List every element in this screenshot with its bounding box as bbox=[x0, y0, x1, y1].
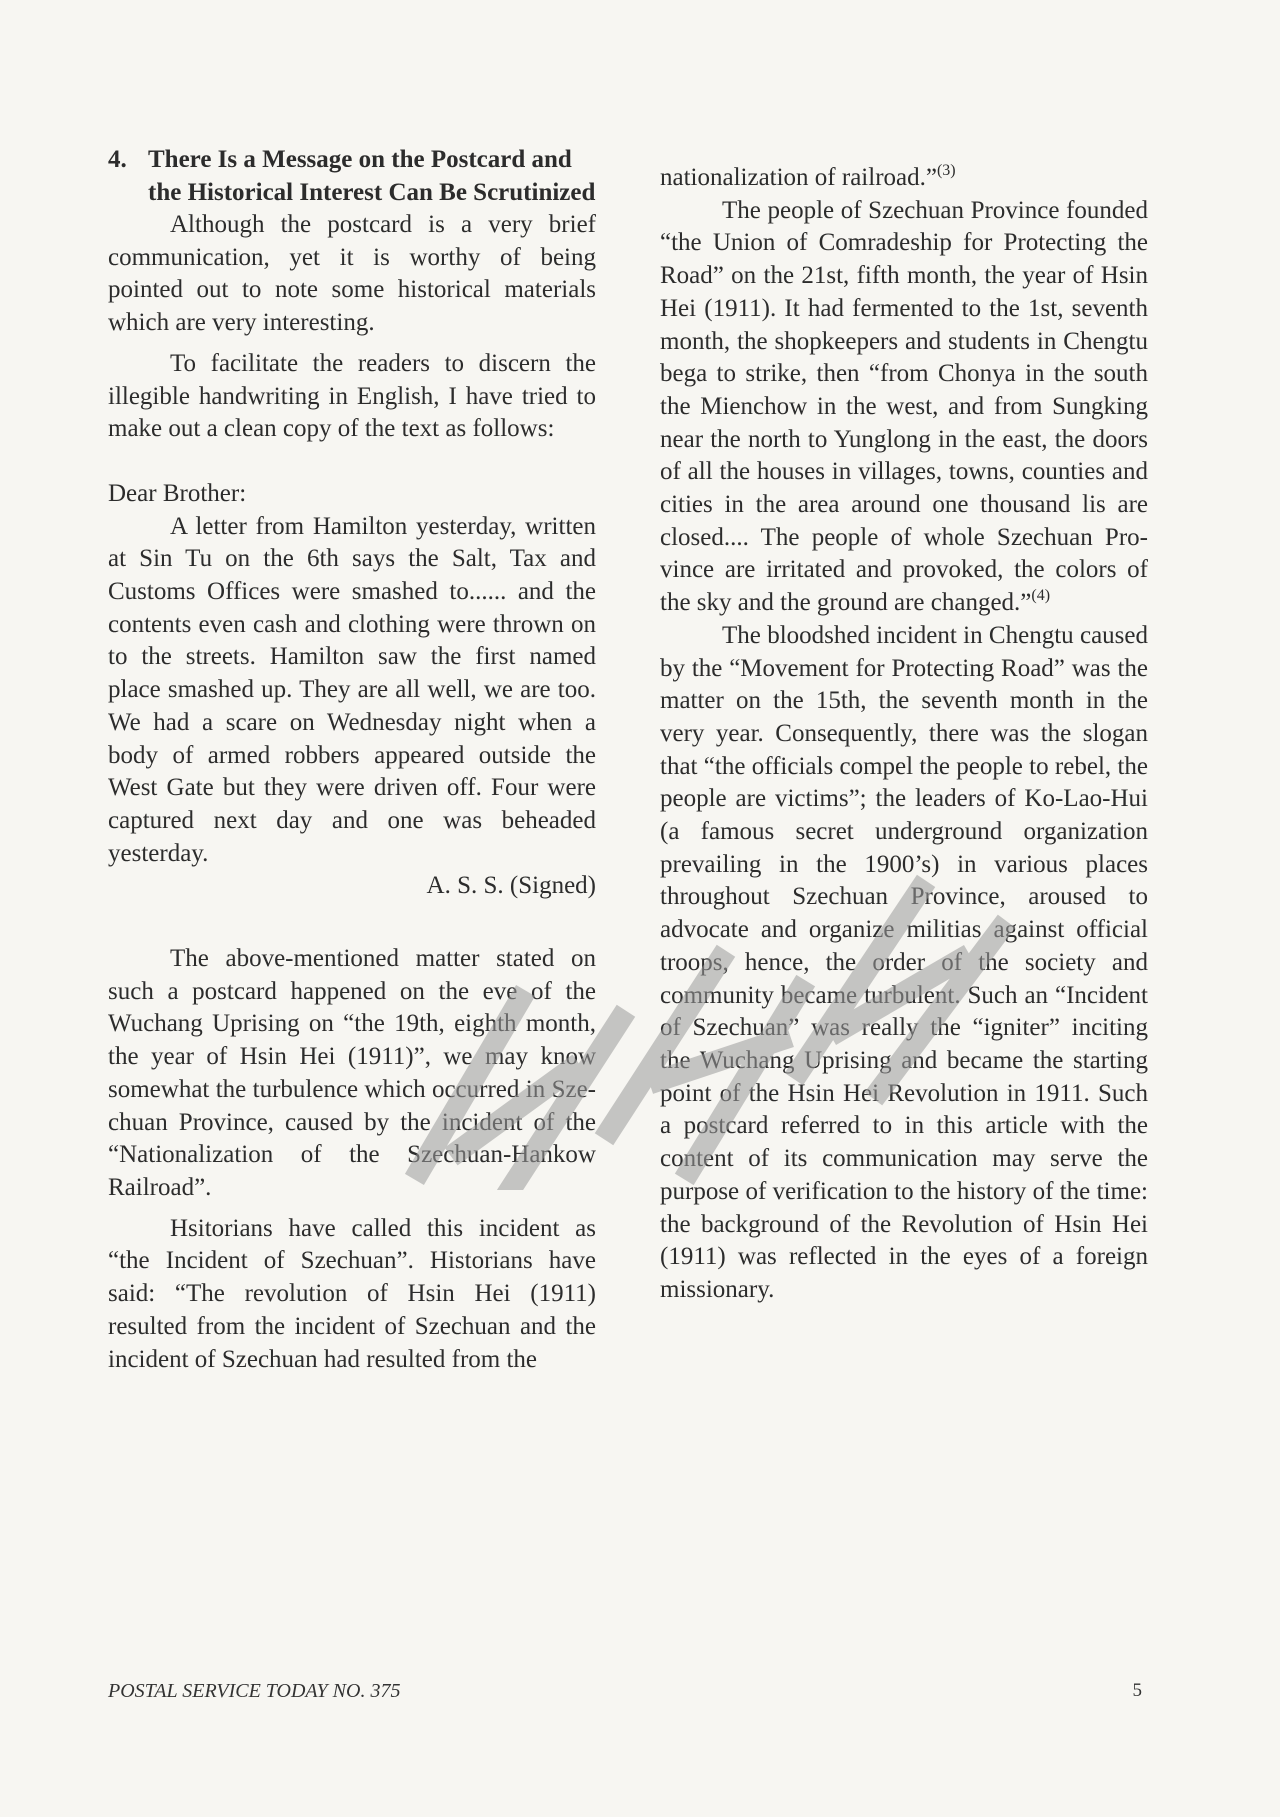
context-paragraph: The above-mentioned matter stated on such a postcard happened on the eve of the Wuchang Uprising on “the 19th, eighth month, the year of Hsin Hei (1911)”, we may know somewhat the turbulence which occurred in Szechuan Province, caused by the incident of the “Nationalization of the Szechuan-Hankow Railroad”. bbox=[108, 945, 596, 1201]
continuation-line bbox=[660, 162, 1148, 195]
clean-copy-paragraph: To facilitate the readers to discern the illegible handwriting in English, I have tried to make out a clean copy of the text as follows: bbox=[108, 349, 596, 443]
bloodshed-paragraph: The bloodshed incident in Chengtu caused by the “Movement for Protecting Road” was the matter on the 15th, the seventh month in the very year. Consequently, there was the slogan that “the officials compel the people to rebel, the people are victims”; the leaders of Ko-Lao-Hui (a famous secret underground organization prevailing in the 1900’s) in various places throughout Szechuan Province, aroused to advocate and organize militias against official troops, hence, the order of the society and community became turbulent. Such an “Incident of Szechuan” was really the “igniter” inciting the Wuchang Uprising and became the starting point of the Hsin Hei Revolution in 1911. Such a postcard referred to in this article with the content of its communication may serve the purpose of verification to the history of the time: the background of the Revolution of Hsin Hei (1911) was reflected in the eyes of a foreign missionary. bbox=[660, 621, 1148, 1303]
union-paragraph-text: The people of Szechuan Province founded “the Union of Comradeship for Protecting the Road” on the 21st, fifth month, the year of Hsin Hei (1911). It had fermented to the 1st, seventh month, the shopkeepers and students in Chengtu bega to strike, then “from Chonya in the south the Mienchow in the west, and from Sungking near the north to Yunglong in the east, the doors of all the houses in villages, towns, counties and cities in the area around one thousand lis are closed.... The people of whole Szechuan Province are irritated and provoked, the colors of the sky and the ground are changed.” bbox=[660, 196, 1148, 617]
page-number: 5 bbox=[1132, 1680, 1142, 1701]
letter-body: A letter from Hamilton yesterday, written at Sin Tu on the 6th says the Salt, Tax and Customs Offices were smashed to...... and the contents even cash and clothing were thrown on to the streets. Hamilton saw the first named place smashed up. They are all well, we are too. We had a scare on Wednesday night when a body of armed robbers appeared outside the West Gate but they were driven off. Four were captured next day and one was beheaded yesterday. bbox=[108, 512, 596, 867]
right-column bbox=[660, 162, 1148, 1307]
left-column bbox=[108, 146, 596, 1376]
page-footer bbox=[108, 1680, 1148, 1703]
section-title: There Is a Message on the Postcard and the Historical Interest Can Be Scrutinized bbox=[148, 146, 596, 206]
continuation-text: nationalization of railroad.” bbox=[660, 164, 937, 191]
publication-name: POSTAL SERVICE TODAY NO. 375 bbox=[108, 1680, 401, 1702]
intro-paragraph: Although the postcard is a very brief communication, yet it is worthy of being pointed out to note some historical materials which are very interesting. bbox=[108, 211, 596, 337]
letter-signature: A. S. S. (Signed) bbox=[426, 872, 596, 900]
section-heading bbox=[108, 144, 596, 209]
footnote-ref-4: (4) bbox=[1031, 587, 1051, 605]
historians-paragraph: Hsitorians have called this incident as “the Incident of Szechuan”. Historians have said: “The revolution of Hsin Hei (1911) resulted from the incident of Szechuan and the incident of Szechuan had resulted from the bbox=[108, 1214, 596, 1373]
footnote-ref-3: (3) bbox=[936, 162, 956, 179]
section-number: 4. bbox=[108, 146, 127, 173]
union-paragraph bbox=[660, 195, 1148, 620]
letter-salutation: Dear Brother: bbox=[108, 479, 247, 507]
